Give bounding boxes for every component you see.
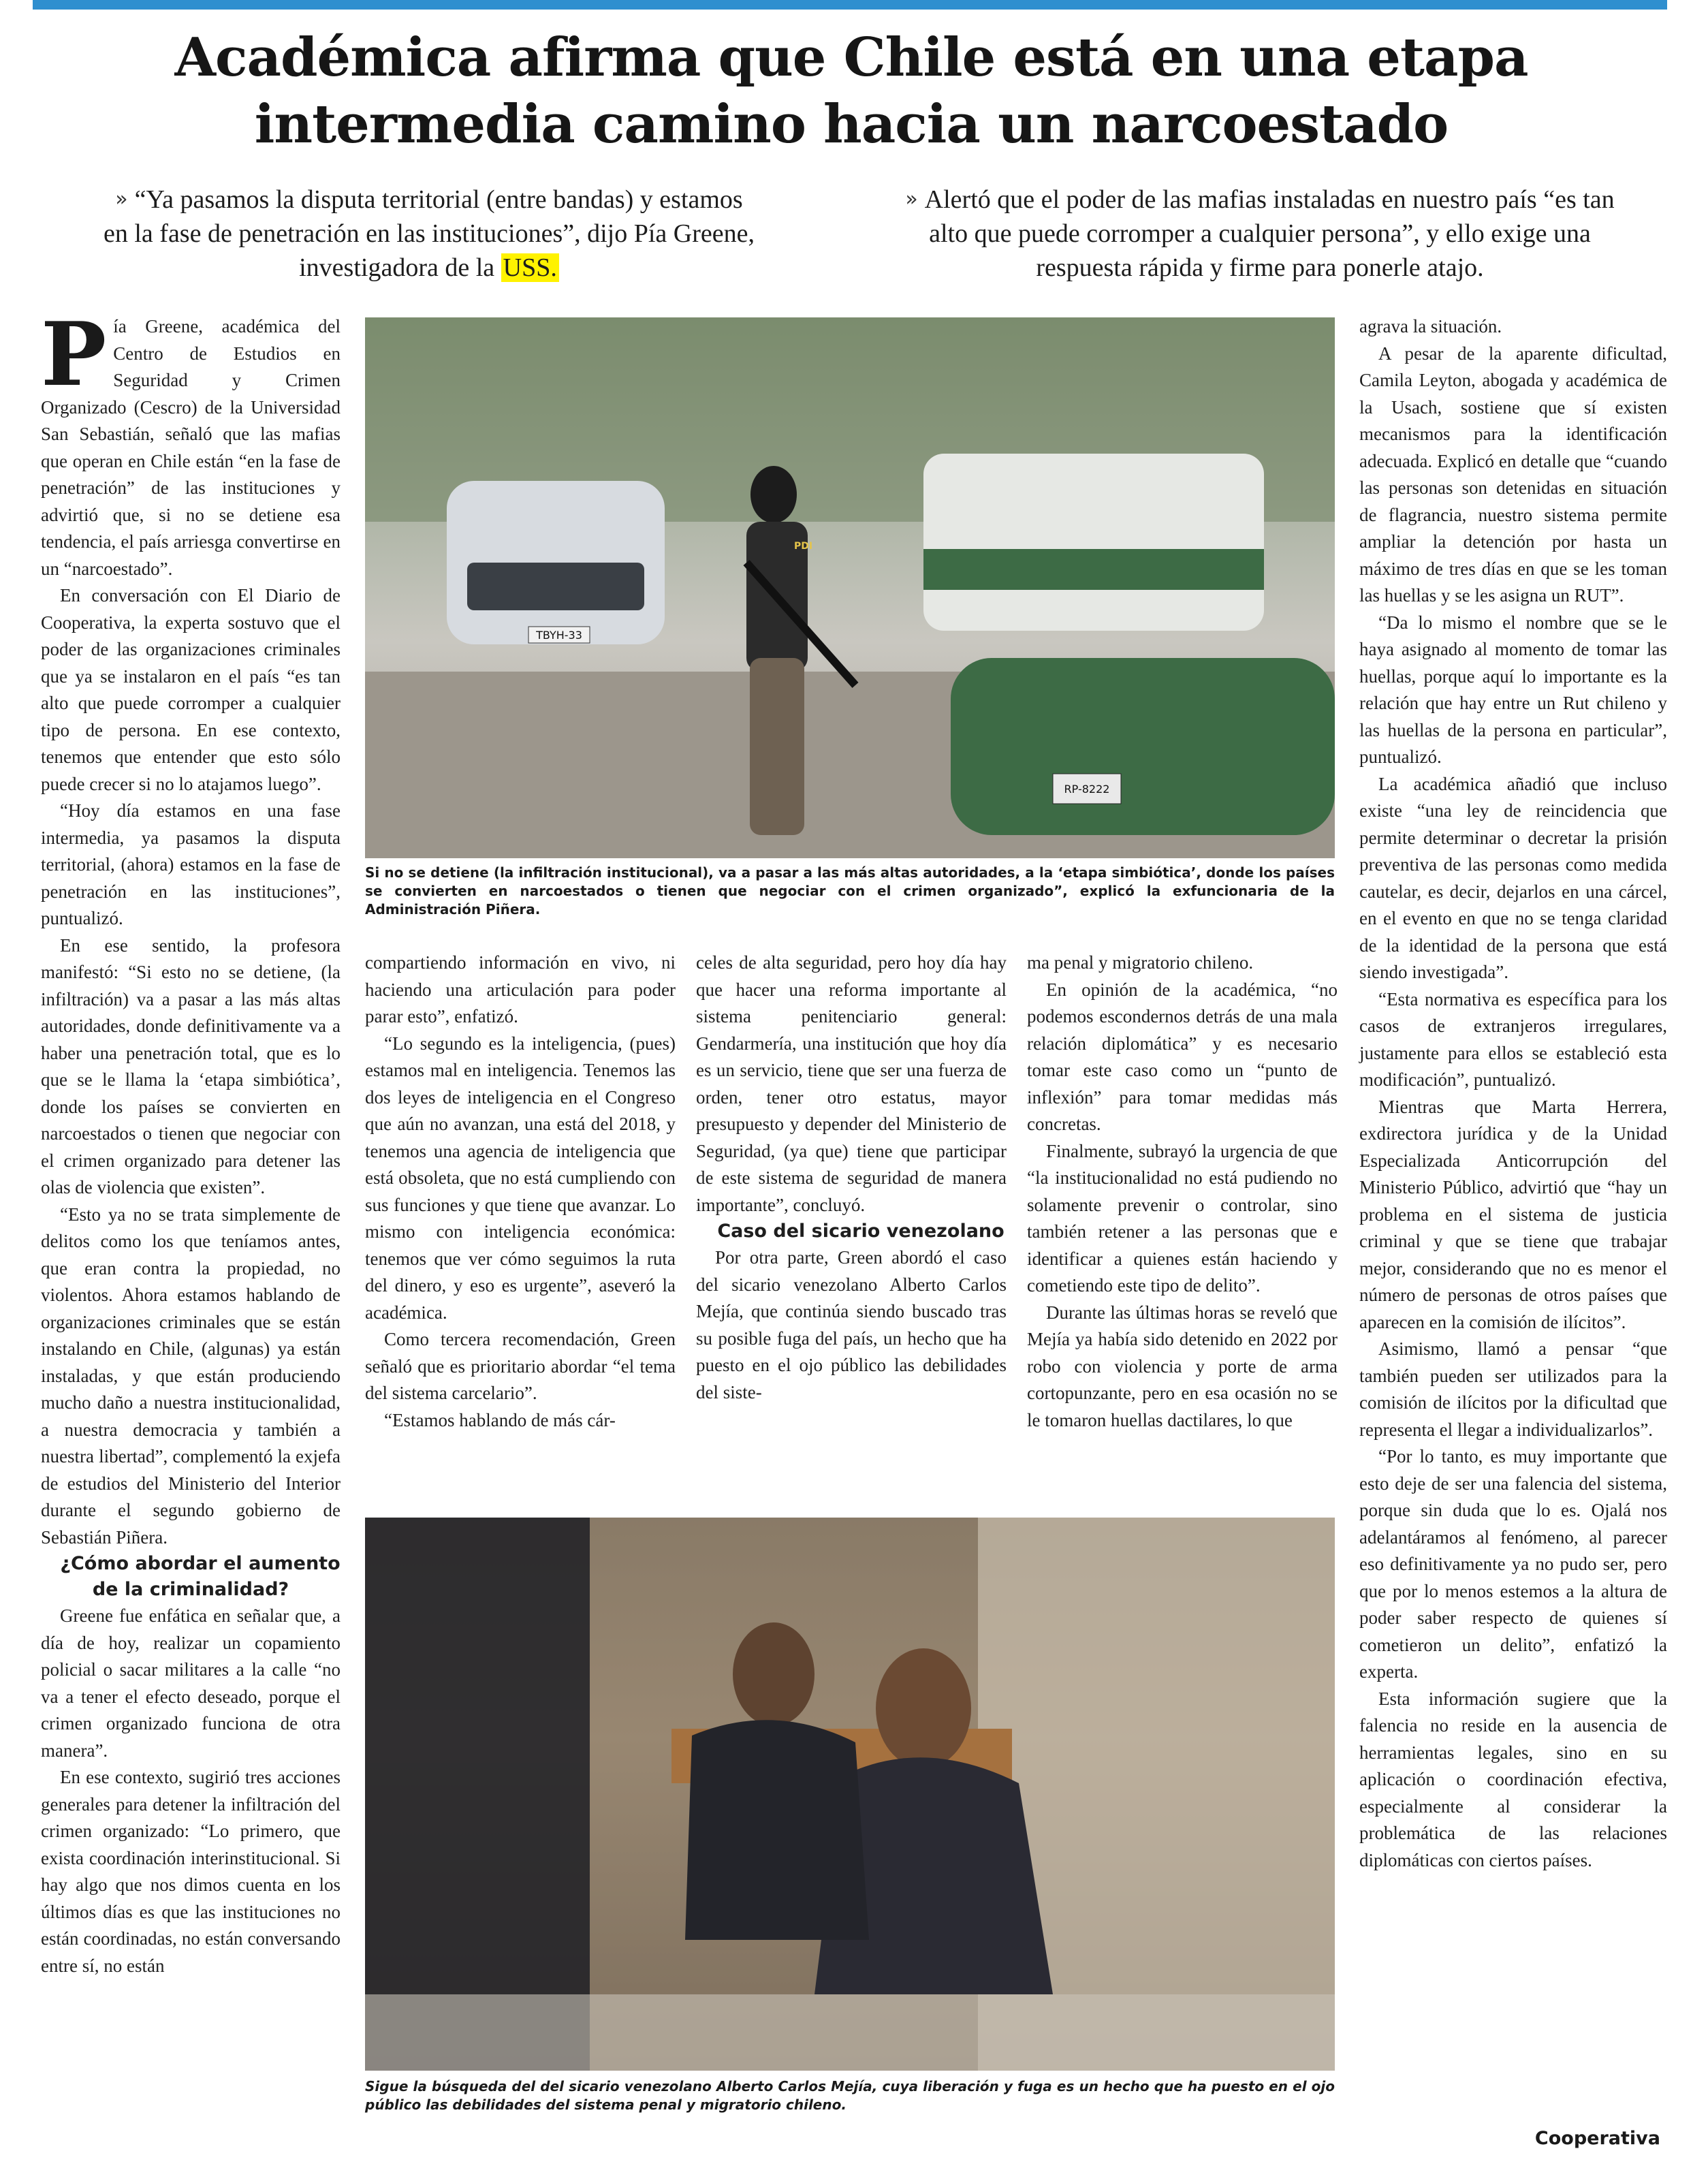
source-credit: Cooperativa [1534,2128,1660,2149]
paragraph: Esta información sugiere que la falencia no reside en la ausencia de herramientas legales, sino en su aplicación o coordinación efectiva, especialmente al considerar la problemática de las relaciones diplomáticas con ciertos países. [1359,1688,1667,1870]
paragraph-text: ía Greene, académica del Centro de Estudios en Seguridad y Crimen Organizado (Cescro) de la Universidad San Sebastián, señaló que las mafias que operan en Chile están “en la fase de penetración” de las instituciones y advirtió que, si no se detiene esa tendencia, el país arriesga convertirse en un “narcoestado”. [41,316,341,579]
paragraph: “Esto ya no se trata simplemente de delitos como los que teníamos antes, que eran contra la propiedad, no violentos. Ahora estamos hablando de organizaciones criminales que se están instalando en Chile, (algunas) ya están instaladas, y que están produciendo mucho daño a nuestra institucionalidad, a nuestra democracia y también a nuestra libertad”, complementó la exjefa de estudios del Ministerio del Interior durante el segundo gobierno de Sebastián Piñera. [41,1204,341,1548]
paragraph: “Hoy día estamos en una fase intermedia, ya pasamos la disputa territorial, (ahora) estamos en la fase de penetración en las instituciones”, puntualizó. [41,800,341,928]
vest-label-text: PDI [794,541,813,552]
article-column-5 [1359,313,1667,1874]
article-column-4 [1027,949,1338,1434]
paragraph: “Por lo tanto, es muy importante que esto deje de ser una falencia del sistema, porque sin duda que lo es. Ojalá nos adelantáramos al fenómeno, al parecer eso definitivamente ya no pudo ser, pero que por lo menos estemos a la altura de poder saber respecto de quienes sí cometieron un delito”, enfatizó la experta. [1359,1446,1667,1682]
paragraph: En conversación con El Diario de Cooperativa, la experta sostuvo que el poder de las organizaciones criminales que ya se instalaron en el país “es tan alto que puede corromper a cualquier tipo de persona. En ese contexto, tenemos que entender que esto sólo puede crecer si no lo atajamos luego”. [41,585,341,794]
deck-left [102,183,756,285]
subheading: Caso del sicario venezolano [717,1221,1005,1242]
paragraph: “Da lo mismo el nombre que se le haya asignado al momento de tomar las huellas, porque aquí lo importante es la relación que hay entre un Rut chileno y las huellas de la persona en particular”, puntualizó. [1359,612,1667,767]
paragraph: Mientras que Marta Herrera, exdirectora jurídica y de la Unidad Especializada Anticorrupción del Ministerio Público, advirtió que “hay un problema en el sistema de justicia criminal y que se tiene que trabajar mejor, considerando que no es menor el número de personas de otros países que aparecen en la comisión de ilícitos”. [1359,1096,1667,1332]
deck-arrow-icon: » [115,187,128,211]
top-accent-bar [33,0,1667,10]
paragraph: ma penal y migratorio chileno. [1027,952,1254,973]
photo-caption-1: Si no se detiene (la infiltración institucional), va a pasar a las más altas autoridades, a la ‘etapa simbiótica’, donde los países se convierten en narcoestados o tienen que negociar con el crimen organizado”, explicó la exfuncionaria de la Administración Piñera. [365,864,1335,917]
paragraph: “Esta normativa es específica para los casos de extranjeros irregulares, justamente para ellos se estableció esta modificación”, puntualizó. [1359,988,1667,1090]
paragraph: A pesar de la aparente dificultad, Camila Leyton, abogada y académica de la Usach, sostiene que sí existen mecanismos para la identificación adecuada. Explicó en detalle que “cuando las personas son detenidas en situación de flagrancia, nuestro sistema permite ampliar la detención por hasta un máximo de tres días en que se les toman las huellas y se les asigna un RUT”. [1359,343,1667,606]
deck-right-text: Alertó que el poder de las mafias instaladas en nuestro país “es tan alto que puede corromper a cualquier persona”, y ello exige una respuesta rápida y firme para ponerle atajo. [924,185,1615,282]
article-column-2 [365,949,676,1434]
article-column-1 [41,304,341,1979]
paragraph: Por otra parte, Green abordó el caso del sicario venezolano Alberto Carlos Mejía, que continúa siendo buscado tras su posible fuga del país, un hecho que ha puesto en el ojo público las debilidades del siste- [696,1247,1007,1402]
photo-court-hearing [365,1518,1335,2071]
car-plate-text: TBYH-33 [536,629,582,642]
paragraph: En ese sentido, la profesora manifestó: “Si esto no se detiene, (la infiltración) va a pasar a las más altas autoridades, donde definitivamente va a haber una penetración total, que es lo que se le llama la ‘etapa simbiótica’, donde los países se convierten en narcoestados o tienen que negociar con el crimen organizado para detener las olas de violencia que existen”. [41,935,341,1197]
highlighted-uss: USS. [501,253,559,282]
police-plate-text: RP-8222 [1064,783,1110,796]
paragraph: agrava la situación. [1359,316,1502,336]
deck-right [885,183,1634,285]
paragraph: “Estamos hablando de más cár- [384,1409,616,1430]
deck-left-text: “Ya pasamos la disputa territorial (entre bandas) y estamos en la fase de penetración en las instituciones”, dijo Pía Greene, investigadora de la [104,185,755,282]
photo-court-hearing-graphic [365,1518,1335,2071]
photo-pdi-officer-graphic [365,317,1335,858]
paragraph: Finalmente, subrayó la urgencia de que “la institucionalidad no está pudiendo no solamente prevenir o controlar, sino también retener a las personas que e identificar a quienes están haciendo y cometiendo este tipo de delito”. [1027,1140,1338,1296]
paragraph: La académica añadió que incluso existe “una ley de reincidencia que permite determinar o decretar la prisión preventiva de las personas como medida cautelar, es decir, dejarlos en una cárcel, en el evento en que no se tenga claridad de la identidad de la persona que está siendo investigada”. [1359,773,1667,982]
paragraph: compartiendo información en vivo, ni haciendo una articulación para poder parar esto”, enfatizó. [365,952,676,1026]
paragraph: En opinión de la académica, “no podemos escondernos detrás de una mala relación diplomática” y es necesario tomar este caso como un “punto de inflexión” para tomar medidas más concretas. [1027,979,1338,1134]
article-column-3 [696,949,1007,1406]
paragraph: Como tercera recomendación, Green señaló que es prioritario abordar “el tema del sistema carcelario”. [365,1329,676,1403]
drop-cap: P [41,304,107,406]
photo-caption-2: Sigue la búsqueda del del sicario venezolano Alberto Carlos Mejía, cuya liberación y fuga es un hecho que ha puesto en el ojo público las debilidades del sistema penal y migratorio chileno. [365,2078,1335,2113]
paragraph: Greene fue enfática en señalar que, a día de hoy, realizar un copamiento policial o sacar militares a la calle “no va a tener el efecto deseado, porque el crimen organizado funciona de otra manera”. [41,1605,341,1761]
deck-arrow-icon: » [905,187,918,211]
paragraph: celes de alta seguridad, pero hoy día hay que hacer una reforma importante al sistema penitenciario general: Gendarmería, una institución que hoy día es un servicio, tiene que ser una fuerza de orden, tener otro estatus, mayor presupuesto y depender del Ministerio de Seguridad, (ya que) tiene que participar de este sistema de seguridad de manera importante”, concluyó. [696,952,1007,1215]
paragraph: Durante las últimas horas se reveló que Mejía ya había sido detenido en 2022 por robo con violencia y porte de arma cortopunzante, pero en esa ocasión no se le tomaron huellas dactilares, lo que [1027,1302,1338,1430]
subheading: ¿Cómo abordar el aumento de la criminalidad? [60,1553,341,1600]
paragraph: En ese contexto, sugirió tres acciones generales para detener la infiltración del crimen organizado: “Lo primero, que exista coordinación interinstitucional. Si hay algo que nos dimos cuenta en los últimos días es que las instituciones no están coordinadas, no están conversando entre sí, no están [41,1767,341,1976]
paragraph: “Lo segundo es la inteligencia, (pues) estamos mal en inteligencia. Tenemos las dos leyes de inteligencia en el Congreso que aún no avanzan, una está del 2018, y tenemos una agencia de inteligencia que está obsoleta, que no está cumpliendo con sus funciones y que tiene que avanzar. Lo mismo con inteligencia económica: tenemos que ver cómo seguimos la ruta del dinero, y eso es urgente”, aseveró la académica. [365,1033,676,1323]
paragraph: Asimismo, llamó a pensar “que también pueden ser utilizados para la comisión de ilícitos por la dificultad que representa el llegar a individualizarlos”. [1359,1338,1667,1440]
photo-pdi-officer [365,317,1335,858]
article-headline: Académica afirma que Chile está en una etapa intermedia camino hacia un narcoestado [174,27,1528,155]
paragraph [41,304,341,582]
